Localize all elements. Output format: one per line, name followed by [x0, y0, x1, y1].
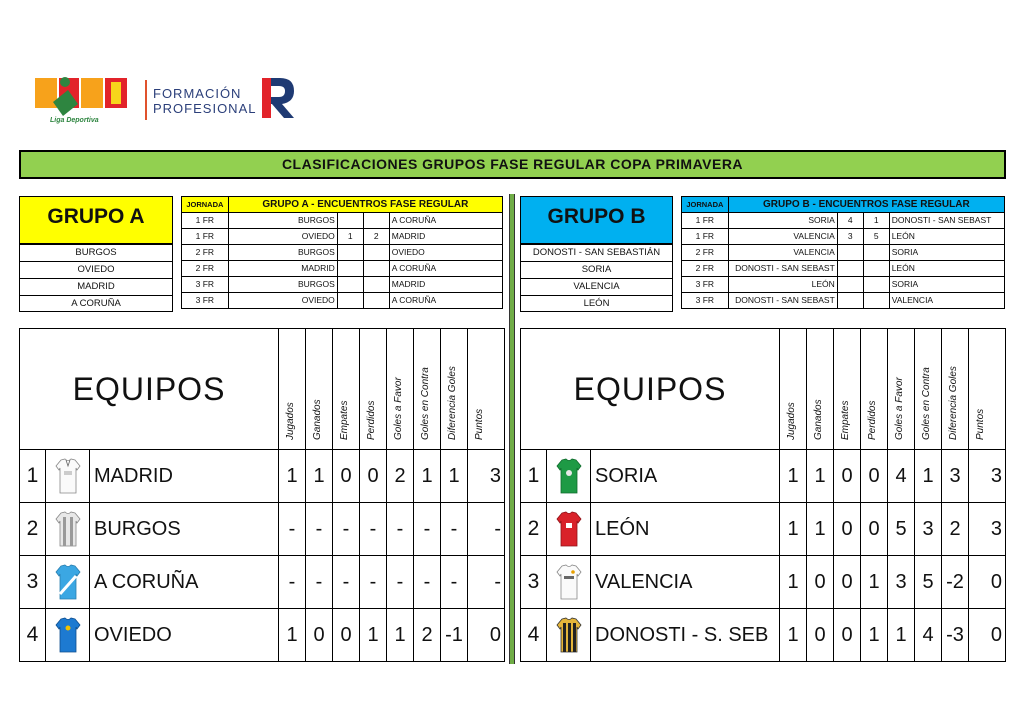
- table-row: [521, 609, 1006, 662]
- stat-cell: 1: [279, 609, 306, 662]
- fixture-home-goals: 3: [837, 229, 863, 245]
- group-b-fixtures: [681, 196, 1005, 309]
- group-b-standings: [520, 328, 1006, 662]
- position: 4: [521, 609, 547, 662]
- valencia-jersey-icon: [547, 556, 591, 609]
- fixture-away: DONOSTI - SAN SEBAST: [889, 213, 1004, 229]
- position: 4: [20, 609, 46, 662]
- points-cell: -: [468, 556, 505, 609]
- fixture-home: LEÓN: [728, 277, 837, 293]
- burgos-jersey-icon: [46, 503, 90, 556]
- stat-cell: 0: [861, 450, 888, 503]
- column-header: Goles a Favor: [888, 329, 915, 450]
- stat-cell: -: [306, 556, 333, 609]
- logo-separator: [145, 80, 147, 120]
- group-a-team: MADRID: [20, 278, 172, 295]
- fixture-jornada: 3 FR: [682, 293, 729, 309]
- table-row: [20, 503, 505, 556]
- stat-cell: 0: [834, 609, 861, 662]
- fixture-home-goals: 4: [837, 213, 863, 229]
- fixture-home-goals: [337, 261, 363, 277]
- fixture-jornada: 3 FR: [182, 293, 229, 309]
- fixture-home: DONOSTI - SAN SEBAST: [728, 261, 837, 277]
- fixture-away: LEÓN: [889, 261, 1004, 277]
- stat-cell: 0: [834, 503, 861, 556]
- column-header: Perdidos: [360, 329, 387, 450]
- fixture-home-goals: [837, 245, 863, 261]
- fixture-row: [682, 261, 1005, 277]
- stat-cell: 0: [333, 450, 360, 503]
- fixture-home: SORIA: [728, 213, 837, 229]
- fixture-row: [182, 213, 503, 229]
- position: 1: [521, 450, 547, 503]
- fixture-home: DONOSTI - SAN SEBAST: [728, 293, 837, 309]
- leon-jersey-icon: [547, 503, 591, 556]
- stat-cell: -: [414, 556, 441, 609]
- fixture-row: [682, 277, 1005, 293]
- fixture-jornada: 2 FR: [682, 261, 729, 277]
- stat-cell: -: [279, 503, 306, 556]
- group-b-team: VALENCIA: [521, 278, 672, 295]
- group-divider: [509, 194, 515, 664]
- fixture-away: A CORUÑA: [389, 261, 502, 277]
- stat-cell: 1: [414, 450, 441, 503]
- fixture-away-goals: 5: [863, 229, 889, 245]
- fixture-row: [182, 229, 503, 245]
- group-a-team-list: [19, 244, 173, 312]
- fixture-home-goals: [837, 261, 863, 277]
- group-b-team-list: [520, 244, 673, 312]
- donosti-jersey-icon: [547, 609, 591, 662]
- stat-cell: -: [306, 503, 333, 556]
- fixture-row: [682, 293, 1005, 309]
- stat-cell: 1: [861, 609, 888, 662]
- equipos-header: EQUIPOS: [20, 329, 279, 450]
- team-name: OVIEDO: [90, 609, 279, 662]
- fixture-away: LEÓN: [889, 229, 1004, 245]
- fixture-home-goals: [837, 277, 863, 293]
- logo-subtitle: Liga Deportiva: [50, 117, 99, 124]
- stat-cell: 5: [915, 556, 942, 609]
- fixture-home-goals: [337, 245, 363, 261]
- column-header: Jugados: [780, 329, 807, 450]
- fixture-jornada: 3 FR: [182, 277, 229, 293]
- column-header: Puntos: [468, 329, 505, 450]
- position: 2: [20, 503, 46, 556]
- table-row: [521, 556, 1006, 609]
- fixture-home-goals: [337, 213, 363, 229]
- stat-cell: -3: [942, 609, 969, 662]
- stat-cell: 1: [915, 450, 942, 503]
- column-header: Goles en Contra: [414, 329, 441, 450]
- points-cell: 0: [468, 609, 505, 662]
- stat-cell: 1: [360, 609, 387, 662]
- team-name: MADRID: [90, 450, 279, 503]
- org-line-2: PROFESIONAL: [153, 101, 257, 116]
- stat-cell: 0: [834, 556, 861, 609]
- fixture-jornada: 2 FR: [682, 245, 729, 261]
- fixture-home: VALENCIA: [728, 245, 837, 261]
- stat-cell: 1: [780, 450, 807, 503]
- stat-cell: 1: [780, 609, 807, 662]
- fixture-away-goals: [363, 261, 389, 277]
- group-a-team: A CORUÑA: [20, 295, 172, 312]
- fixture-away-goals: 1: [863, 213, 889, 229]
- stat-cell: 0: [360, 450, 387, 503]
- table-row: [521, 450, 1006, 503]
- fixture-row: [682, 213, 1005, 229]
- team-name: SORIA: [591, 450, 780, 503]
- stat-cell: -: [333, 503, 360, 556]
- column-header: Empates: [333, 329, 360, 450]
- points-cell: 3: [468, 450, 505, 503]
- position: 1: [20, 450, 46, 503]
- fixture-away: SORIA: [889, 277, 1004, 293]
- group-b-title: GRUPO B: [520, 196, 673, 244]
- fixture-jornada: 1 FR: [682, 213, 729, 229]
- stat-cell: -: [360, 503, 387, 556]
- column-header: Perdidos: [861, 329, 888, 450]
- fixture-jornada: 2 FR: [182, 261, 229, 277]
- column-header: Ganados: [807, 329, 834, 450]
- stat-cell: 1: [861, 556, 888, 609]
- fixture-home: VALENCIA: [728, 229, 837, 245]
- fixture-home-goals: 1: [337, 229, 363, 245]
- stat-cell: 1: [780, 556, 807, 609]
- stat-cell: 2: [414, 609, 441, 662]
- group-b-team: SORIA: [521, 261, 672, 278]
- stat-cell: 0: [306, 609, 333, 662]
- fixture-away: SORIA: [889, 245, 1004, 261]
- stat-cell: 1: [780, 503, 807, 556]
- group-b-team: LEÓN: [521, 295, 672, 312]
- fixture-jornada: 1 FR: [682, 229, 729, 245]
- fixture-away-goals: [863, 245, 889, 261]
- group-a-fixtures: [181, 196, 503, 309]
- fixture-away-goals: 2: [363, 229, 389, 245]
- stat-cell: 1: [279, 450, 306, 503]
- table-row: [20, 556, 505, 609]
- fixture-home-goals: [337, 293, 363, 309]
- column-header: Jugados: [279, 329, 306, 450]
- points-cell: 0: [969, 556, 1006, 609]
- fixture-home-goals: [337, 277, 363, 293]
- points-cell: 0: [969, 609, 1006, 662]
- fixtures-title: GRUPO B - ENCUENTROS FASE REGULAR: [728, 197, 1004, 213]
- fixture-away-goals: [863, 293, 889, 309]
- position: 3: [20, 556, 46, 609]
- stat-cell: -: [441, 503, 468, 556]
- stat-cell: 1: [306, 450, 333, 503]
- column-header: Puntos: [969, 329, 1006, 450]
- stat-cell: -1: [441, 609, 468, 662]
- stat-cell: 2: [942, 503, 969, 556]
- points-cell: -: [468, 503, 505, 556]
- page-title-banner: CLASIFICACIONES GRUPOS FASE REGULAR COPA PRIMAVERA: [19, 150, 1006, 179]
- group-a-standings: [19, 328, 505, 662]
- stat-cell: -: [333, 556, 360, 609]
- stat-cell: 3: [915, 503, 942, 556]
- stat-cell: -2: [942, 556, 969, 609]
- fixture-row: [682, 229, 1005, 245]
- group-a-team: OVIEDO: [20, 261, 172, 278]
- group-a-team: BURGOS: [75, 247, 117, 258]
- team-name: VALENCIA: [591, 556, 780, 609]
- fixture-away: MADRID: [389, 229, 502, 245]
- stat-cell: 1: [387, 609, 414, 662]
- stat-cell: -: [414, 503, 441, 556]
- fixture-away-goals: [363, 293, 389, 309]
- stat-cell: 1: [888, 609, 915, 662]
- stat-cell: -: [387, 503, 414, 556]
- fixture-jornada: 2 FR: [182, 245, 229, 261]
- column-header: Diferencia Goles: [441, 329, 468, 450]
- stat-cell: 4: [915, 609, 942, 662]
- team-name: BURGOS: [90, 503, 279, 556]
- org-line-1: FORMACIÓN: [153, 86, 242, 101]
- stat-cell: -: [279, 556, 306, 609]
- position: 2: [521, 503, 547, 556]
- fixture-row: [182, 277, 503, 293]
- fixture-row: [182, 293, 503, 309]
- fixture-away: MADRID: [389, 277, 502, 293]
- coruna-jersey-icon: [46, 556, 90, 609]
- team-name: A CORUÑA: [90, 556, 279, 609]
- column-header: Empates: [834, 329, 861, 450]
- fixtures-title: GRUPO A - ENCUENTROS FASE REGULAR: [228, 197, 502, 213]
- fixture-home: MADRID: [228, 261, 337, 277]
- oviedo-jersey-icon: [46, 609, 90, 662]
- fixture-away-goals: [363, 277, 389, 293]
- fixture-away: A CORUÑA: [389, 213, 502, 229]
- fixture-jornada: 3 FR: [682, 277, 729, 293]
- table-row: [20, 450, 505, 503]
- stat-cell: -: [441, 556, 468, 609]
- stat-cell: -: [387, 556, 414, 609]
- fixture-row: [182, 245, 503, 261]
- stat-cell: 0: [807, 609, 834, 662]
- fixture-home: BURGOS: [228, 245, 337, 261]
- fixture-away: OVIEDO: [389, 245, 502, 261]
- stat-cell: 1: [807, 450, 834, 503]
- group-b-team: DONOSTI - SAN SEBASTIÁN: [532, 247, 661, 258]
- equipos-header: EQUIPOS: [521, 329, 780, 450]
- column-header: Goles a Favor: [387, 329, 414, 450]
- stat-cell: 0: [333, 609, 360, 662]
- fixture-home-goals: [837, 293, 863, 309]
- stat-cell: 4: [888, 450, 915, 503]
- points-cell: 3: [969, 450, 1006, 503]
- fixture-jornada: 1 FR: [182, 229, 229, 245]
- fixture-home: OVIEDO: [228, 293, 337, 309]
- soria-jersey-icon: [547, 450, 591, 503]
- position: 3: [521, 556, 547, 609]
- stat-cell: 2: [387, 450, 414, 503]
- stat-cell: 3: [942, 450, 969, 503]
- madrid-jersey-icon: [46, 450, 90, 503]
- fixture-home: BURGOS: [228, 277, 337, 293]
- group-a-title: GRUPO A: [19, 196, 173, 244]
- fixture-away-goals: [363, 245, 389, 261]
- column-header: Ganados: [306, 329, 333, 450]
- fixture-home: OVIEDO: [228, 229, 337, 245]
- points-cell: 3: [969, 503, 1006, 556]
- team-name: DONOSTI - S. SEB: [591, 609, 780, 662]
- stat-cell: 0: [834, 450, 861, 503]
- table-row: [521, 503, 1006, 556]
- fixture-jornada: 1 FR: [182, 213, 229, 229]
- stat-cell: 0: [807, 556, 834, 609]
- org-name: [153, 86, 256, 116]
- jornada-header: JORNADA: [182, 197, 229, 213]
- stat-cell: 1: [441, 450, 468, 503]
- r-logo: [258, 74, 298, 122]
- fixture-away: A CORUÑA: [389, 293, 502, 309]
- fixture-away-goals: [863, 277, 889, 293]
- stat-cell: 1: [807, 503, 834, 556]
- jornada-header: JORNADA: [682, 197, 729, 213]
- stat-cell: 0: [861, 503, 888, 556]
- fixture-home: BURGOS: [228, 213, 337, 229]
- column-header: Diferencia Goles: [942, 329, 969, 450]
- fixture-row: [182, 261, 503, 277]
- stat-cell: 5: [888, 503, 915, 556]
- table-row: [20, 609, 505, 662]
- team-name: LEÓN: [591, 503, 780, 556]
- fixture-away-goals: [363, 213, 389, 229]
- fixture-away: VALENCIA: [889, 293, 1004, 309]
- fixture-away-goals: [863, 261, 889, 277]
- fixture-row: [682, 245, 1005, 261]
- column-header: Goles en Contra: [915, 329, 942, 450]
- stat-cell: 3: [888, 556, 915, 609]
- stat-cell: -: [360, 556, 387, 609]
